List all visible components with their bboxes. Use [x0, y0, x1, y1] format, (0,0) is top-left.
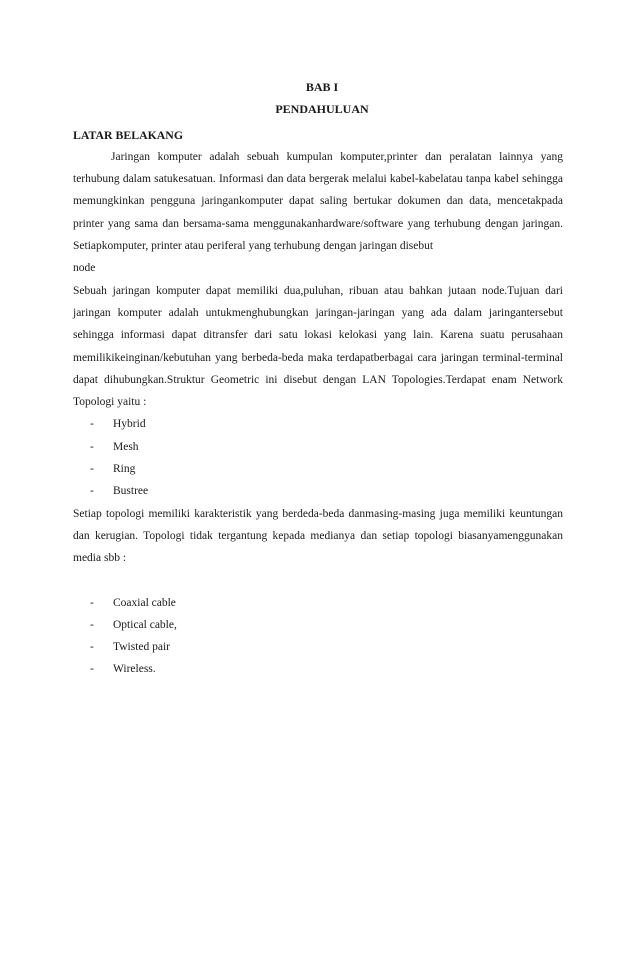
list-dash: -: [90, 440, 94, 453]
list-item-label: Bustree: [113, 485, 149, 498]
list-item-label: Hybrid: [113, 418, 146, 431]
list-dash: -: [90, 485, 94, 498]
list-dash: -: [90, 418, 94, 431]
list-item: [73, 592, 563, 614]
list-dash: -: [90, 596, 94, 609]
list-item-label: Optical cable,: [113, 618, 177, 631]
list-item: [73, 636, 563, 658]
paragraph-intro-end: node: [73, 262, 96, 275]
chapter-title: PENDAHULUAN: [275, 102, 369, 117]
section-heading: LATAR BELAKANG: [73, 127, 184, 142]
media-list: [73, 592, 563, 681]
document-page: [73, 76, 563, 681]
paragraph-topologies: Sebuah jaringan komputer dapat memiliki dua,puluhan, ribuan atau bahkan jutaan node.Tujuan dari jaringan komputer adalah untukmenghubungkan jaringan-jaringan yang ada dalam jaringantersebut sehingga informasi dapat ditransfer dari satu lokasi kelokasi yang lain. Karena suatu perusahaan memilikikeinginan/kebutuhan yang berbeda-beda maka terdapatberbagai cara jaringan terminal-terminal dapat dihubungkan.Struktur Geometric ini disebut dengan LAN Topologies.Terdapat enam Network Topologi yaitu :: [73, 284, 563, 409]
list-item: [73, 658, 563, 680]
list-item: [73, 458, 563, 480]
list-dash: -: [90, 463, 94, 476]
list-dash: -: [90, 618, 94, 631]
list-item: [73, 614, 563, 636]
list-item-label: Wireless.: [113, 663, 156, 676]
list-item-label: Twisted pair: [113, 641, 171, 654]
chapter-label: BAB I: [305, 80, 339, 94]
list-item: [73, 436, 563, 458]
list-item: [73, 413, 563, 435]
list-dash: -: [90, 663, 94, 676]
paragraph-intro: Jaringan komputer adalah sebuah kumpulan komputer,printer dan peralatan lainnya yang terhubung dalam satukesatuan. Informasi dan data bergerak melalui kabel-kabelatau tanpa kabel sehingga memungkinkan pengguna jaringankomputer dapat saling bertukar dokumen dan data, mencetakpada printer yang sama dan bersama-sama menggunakanhardware/software yang terhubung dengan jaringan. Setiapkomputer, printer atau periferal yang terhubung dengan jaringan disebut: [73, 150, 563, 253]
paragraph-media: Setiap topologi memiliki karakteristik yang berdeda-beda danmasing-masing juga memiliki keuntungan dan kerugian. Topologi tidak tergantung kepada medianya dan setiap topologi biasanyamenggunakan media sbb :: [73, 507, 563, 565]
list-dash: -: [90, 641, 94, 654]
paragraph-spacer: [73, 570, 563, 592]
list-item: [73, 480, 563, 502]
list-item-label: Coaxial cable: [113, 596, 176, 609]
list-item-label: Mesh: [113, 440, 139, 453]
list-item-label: Ring: [113, 463, 136, 476]
topology-list: [73, 413, 563, 502]
